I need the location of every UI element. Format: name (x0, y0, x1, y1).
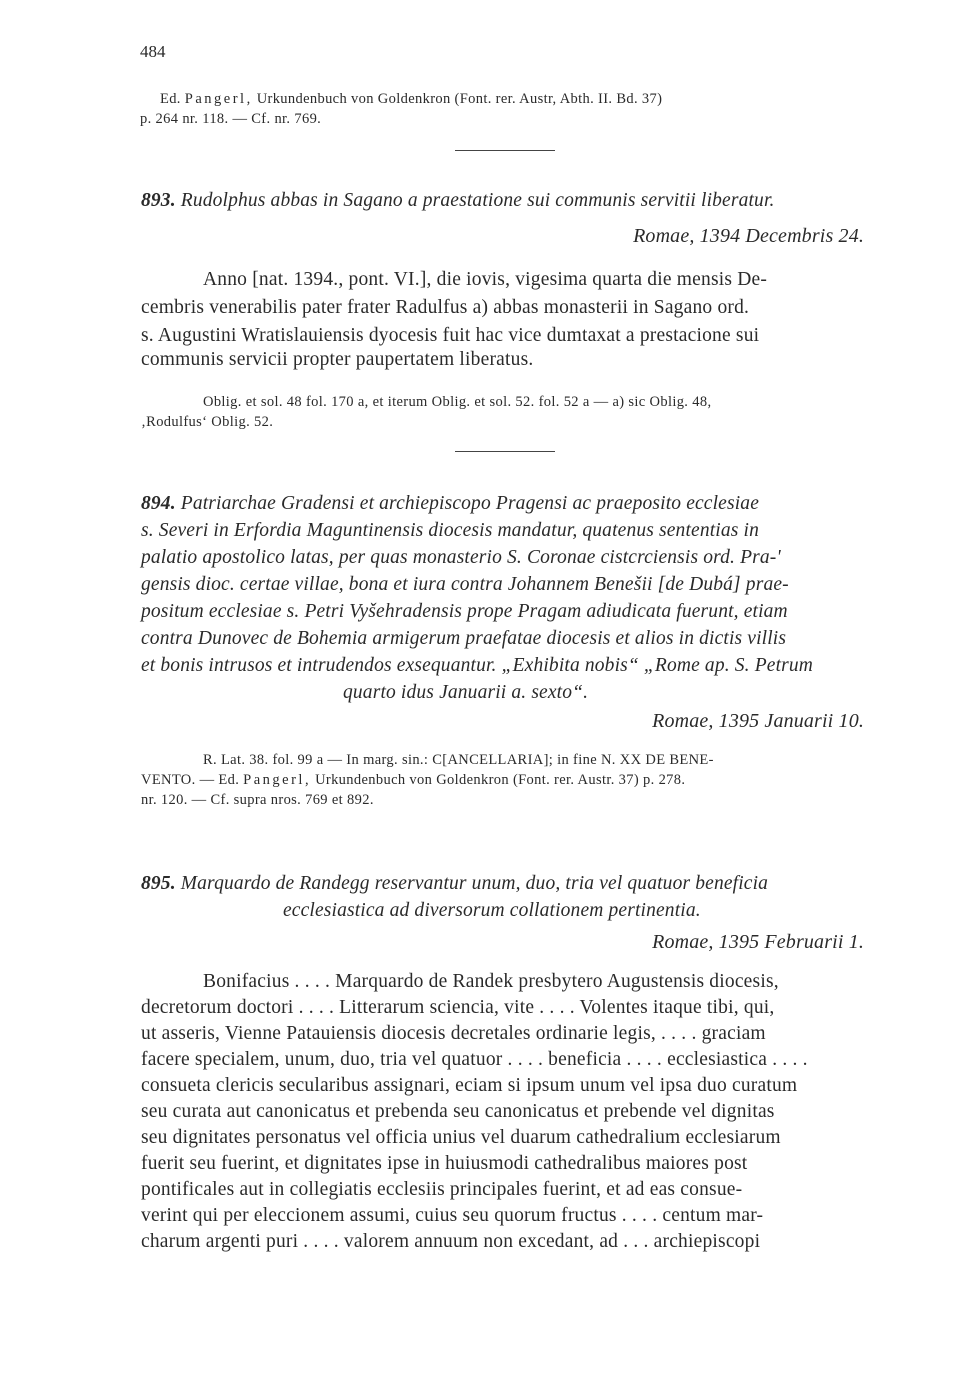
doc-895-title-line-2: ecclesiastica ad diversorum collationem pertinentia. (283, 900, 701, 921)
doc-894-title-line-4: gensis dioc. certae villae, bona et iura contra Johannem Benešii [de Dubá] prae- (141, 574, 789, 595)
doc-894-title-text: Patriarchae Gradensi et archiepiscopo Pragensi ac praeposito ecclesiae (180, 493, 759, 514)
doc-894-note-editor: Pangerl, (243, 772, 312, 788)
doc-894-title-line-2: s. Severi in Erfordia Maguntinensis diocesis mandatur, quatenus sententias in (141, 520, 760, 541)
doc-895-text-line-6: seu curata aut canonicatus et prebenda seu canonicatus et prebende vel dignitas (141, 1101, 775, 1122)
doc-894-note-line-1: R. Lat. 38. fol. 99 a — In marg. sin.: C[ANCELLARIA]; in fine N. XX DE BENE- (203, 752, 714, 768)
doc-895-title-text: Marquardo de Randegg reservantur unum, duo, tria vel quatuor beneficia (180, 873, 769, 894)
doc-895-text-line-2: decretorum doctori . . . . Litterarum sciencia, vite . . . . Volentes itaque tibi, qui, (141, 997, 775, 1018)
doc-893-text-line-3: s. Augustini Wratislauiensis dyocesis fuit hac vice dumtaxat a prestacione sui (141, 325, 760, 346)
doc-894-date: Romae, 1395 Januarii 10. (652, 710, 864, 732)
doc-893-text-line-4: communis servicii propter paupertatem liberatus. (141, 349, 534, 370)
doc-895-text-line-5: consueta clericis secularibus assignari, eciam si ipsum unum vel ipsa duo curatum (141, 1075, 798, 1096)
top-note-editor: Pangerl, (184, 91, 253, 107)
doc-895-title (141, 873, 768, 895)
separator-rule (455, 451, 555, 452)
separator-rule (455, 150, 555, 151)
doc-893-title-text: Rudolphus abbas in Sagano a praestatione sui communis servitii liberatur. (180, 190, 775, 211)
doc-893-note-line-2: ‚Rodulfus‘ Oblig. 52. (141, 414, 274, 430)
top-note-rest: Urkundenbuch von Goldenkron (Font. rer. Austr, Abth. II. Bd. 37) (256, 91, 663, 107)
doc-894-title-last: quarto idus Januarii a. sexto“. (343, 682, 589, 703)
doc-895-text-line-10: verint qui per eleccionem assumi, cuius seu quorum fructus . . . . centum mar- (141, 1205, 764, 1226)
doc-893-note-line-1: Oblig. et sol. 48 fol. 170 a, et iterum Oblig. et sol. 52. fol. 52 a — a) sic Oblig. 48, (203, 394, 712, 410)
doc-894-note-line-2 (141, 772, 685, 789)
doc-893-text-line-1: Anno [nat. 1394., pont. VI.], die iovis, vigesima quarta die mensis De- (203, 269, 768, 290)
top-note-line-1 (160, 91, 875, 108)
doc-894-number: 894. (141, 493, 176, 514)
doc-894-title-line-7: et bonis intrusos et intrudendos exsequantur. „Exhibita nobis“ „Rome ap. S. Petrum (141, 655, 814, 676)
doc-894-note-prefix: VENTO. — Ed. (141, 772, 240, 788)
doc-894-note-rest: Urkundenbuch von Goldenkron (Font. rer. Austr. 37) p. 278. (315, 772, 686, 788)
page-number: 484 (140, 42, 166, 61)
doc-893-text-line-2: cembris venerabilis pater frater Radulfus a) abbas monasterii in Sagano ord. (141, 297, 750, 318)
doc-893-title (141, 190, 775, 212)
top-note-prefix: Ed. (160, 91, 181, 107)
doc-893-number: 893. (141, 190, 176, 211)
doc-895-text-line-11: charum argenti puri . . . . valorem annuum non excedant, ad . . . archiepiscopi (141, 1231, 761, 1252)
doc-895-text-line-7: seu dignitates personatus vel officia unius vel duarum cathedralium ecclesiarum (141, 1127, 781, 1148)
doc-895-text-line-1: Bonifacius . . . . Marquardo de Randek presbytero Augustensis diocesis, (203, 971, 779, 992)
top-note-line-2: p. 264 nr. 118. — Cf. nr. 769. (140, 111, 322, 127)
doc-894-note-line-3: nr. 120. — Cf. supra nros. 769 et 892. (141, 792, 374, 808)
doc-895-text-line-8: fuerit seu fuerint, et dignitates ipse in huiusmodi cathedralibus maiores post (141, 1153, 748, 1174)
doc-895-number: 895. (141, 873, 176, 894)
doc-894-title-line-5: positum ecclesiae s. Petri Vyšehradensis prope Pragam adiudicata fuerunt, etiam (141, 601, 788, 622)
doc-895-text-line-4: facere specialem, unum, duo, tria vel quatuor . . . . beneficia . . . . ecclesiastica . . . . (141, 1049, 808, 1070)
doc-895-text-line-9: pontificales aut in collegiatis ecclesiis principales fuerint, et ad eas consue- (141, 1179, 743, 1200)
doc-894-title-line-3: palatio apostolico latas, per quas monasterio S. Coronae cistcrciensis ord. Pra-' (141, 547, 781, 568)
doc-894-title-line-6: contra Dunovec de Bohemia armigerum praefatae diocesis et alios in dictis villis (141, 628, 787, 649)
doc-895-text-line-3: ut asseris, Vienne Patauiensis diocesis decretales ordinarie legis, . . . . graciam (141, 1023, 766, 1044)
doc-895-date: Romae, 1395 Februarii 1. (652, 931, 864, 953)
doc-893-date: Romae, 1394 Decembris 24. (633, 225, 864, 247)
doc-894-title (141, 493, 759, 515)
